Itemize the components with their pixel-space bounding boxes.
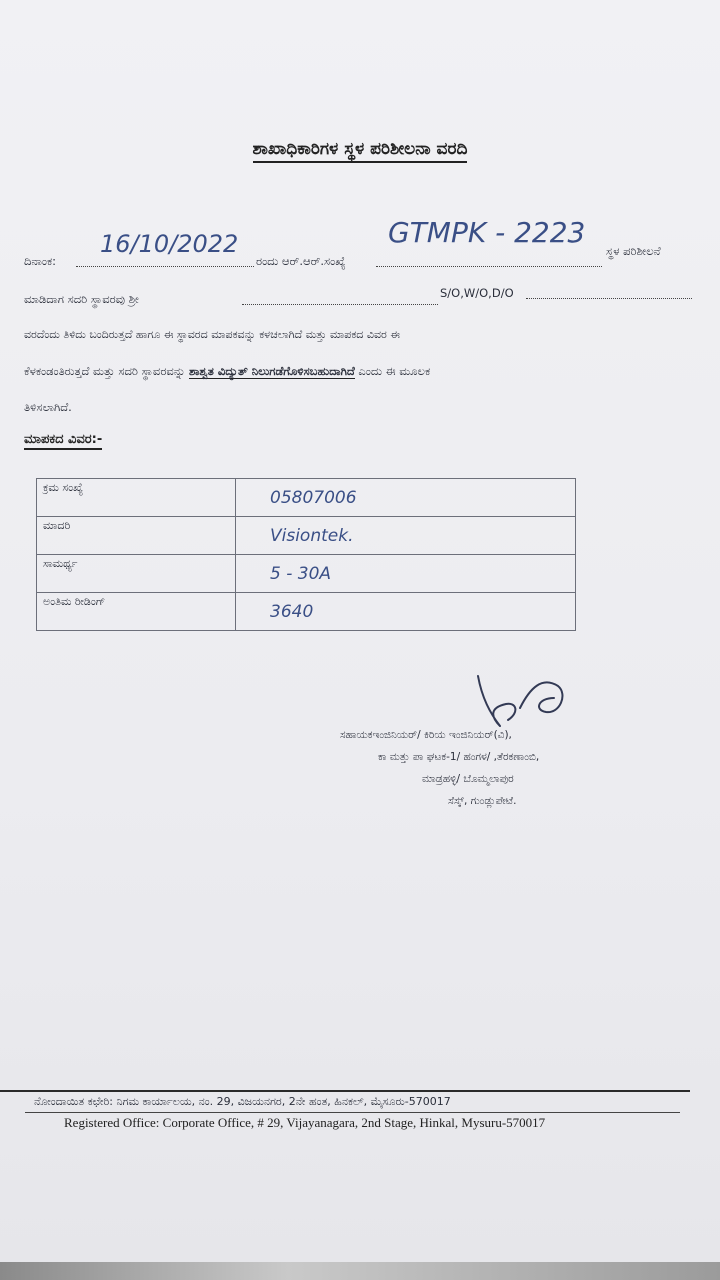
meter-final-reading-label: ಅಂತಿಮ ರೀಡಿಂಗ್ — [37, 593, 236, 631]
document-title: ಶಾಖಾಧಿಕಾರಿಗಳ ಸ್ಥಳ ಪರಿಶೀಲನಾ ವರದಿ — [0, 139, 720, 159]
line2-text: ಮಾಡಿದಾಗ ಸದರಿ ಸ್ಥಾವರವು ಶ್ರೀ — [24, 292, 139, 306]
date-dotted-line — [76, 266, 254, 267]
photo-edge-strip — [0, 1262, 720, 1280]
table-row — [37, 593, 576, 631]
rr-dotted-line — [376, 266, 602, 267]
signatory-office: ಸೆಸ್ಕ್, ಗುಂಡ್ಲುಪೇಟೆ. — [448, 795, 517, 807]
footer-registered-office-english: Registered Office: Corporate Office, # 29, Vijayanagara, 2nd Stage, Hinkal, Mysuru-570017 — [64, 1115, 546, 1130]
line3-text: ವರದೆಂದು ತಿಳಿದು ಬಂದಿರುತ್ತದೆ ಹಾಗೂ ಈ ಸ್ಥಾವರದ ಮಾಪಕವನ್ನು ಕಳಚಲಾಗಿದೆ ಮತ್ತು ಮಾಪಕದ ವಿವರ ಈ — [24, 328, 400, 341]
meter-model-label: ಮಾದರಿ — [37, 517, 236, 555]
owner-name-dotted-line — [242, 304, 438, 305]
line5-text: ತಿಳಿಸಲಾಗಿದೆ. — [24, 400, 72, 414]
date-label: ದಿನಾಂಕ: — [24, 254, 57, 268]
table-row — [37, 555, 576, 593]
table-row — [37, 517, 576, 555]
signatory-designation: ಸಹಾಯಕಇಂಜಿನಿಯರ್/ ಕಿರಿಯ ಇಂಜಿನಿಯರ್(ವಿ), — [340, 729, 512, 741]
relation-label: S/O,W/O,D/O — [440, 286, 514, 300]
disconnection-statement: ಶಾಶ್ವತ ವಿದ್ಯುತ್ ನಿಲುಗಡೆಗೊಳಿಸಬಹುದಾಗಿದೆ — [189, 364, 355, 378]
signature-block — [340, 724, 640, 812]
meter-capacity-value: 5 - 30A — [236, 555, 576, 593]
meter-serial-label: ಕ್ರಮ ಸಂಖ್ಯೆ — [37, 479, 236, 517]
signatory-location: ಮಾಡ್ರಹಳ್ಳಿ/ ಬೊಮ್ಮಲಾಪುರ — [422, 773, 514, 785]
date-handwritten: 16/10/2022 — [100, 230, 239, 258]
table-row — [37, 479, 576, 517]
meter-model-value: Visiontek. — [236, 517, 576, 555]
signatory-unit: ಕಾ ಮತ್ತು ಪಾ ಘಟಕ-1/ ಹಂಗಳ/ ,ತೆರಕಣಾಂಬಿ, — [378, 751, 540, 763]
meter-details-table — [36, 478, 576, 631]
footer-divider-thin — [25, 1112, 680, 1113]
meter-serial-value: 05807006 — [236, 479, 576, 517]
rr-label: ರಂದು ಆರ್.ಆರ್.ಸಂಖ್ಯೆ — [256, 254, 346, 268]
meter-details-heading: ಮಾಪಕದ ವಿವರ:- — [24, 432, 102, 450]
line4-text: ಕೆಳಕಂಡಂತಿರುತ್ತದೆ ಮತ್ತು ಸದರಿ ಸ್ಥಾವರವನ್ನು ಶಾಶ್ವತ ವಿದ್ಯುತ್ ನಿಲುಗಡೆಗೊಳಿಸಬಹುದಾಗಿದೆ ಎಂದು ಈ ಮೂಲಕ — [24, 364, 431, 378]
meter-capacity-label: ಸಾಮರ್ಥ್ಯ — [37, 555, 236, 593]
footer-divider — [0, 1090, 690, 1092]
relation-dotted-line — [526, 298, 692, 299]
site-inspection-label: ಸ್ಥಳ ಪರಿಶೀಲನೆ — [606, 244, 661, 258]
rr-number-handwritten: GTMPK - 2223 — [388, 216, 586, 249]
footer-registered-office-kannada: ನೋಂದಾಯಿತ ಕಛೇರಿ: ನಿಗಮ ಕಾರ್ಯಾಲಯ, ನಂ. 29, ವಿಜಯನಗರ, 2ನೇ ಹಂತ, ಹಿನಕಲ್, ಮೈಸೂರು-570017 — [34, 1095, 451, 1108]
meter-final-reading-value: 3640 — [236, 593, 576, 631]
